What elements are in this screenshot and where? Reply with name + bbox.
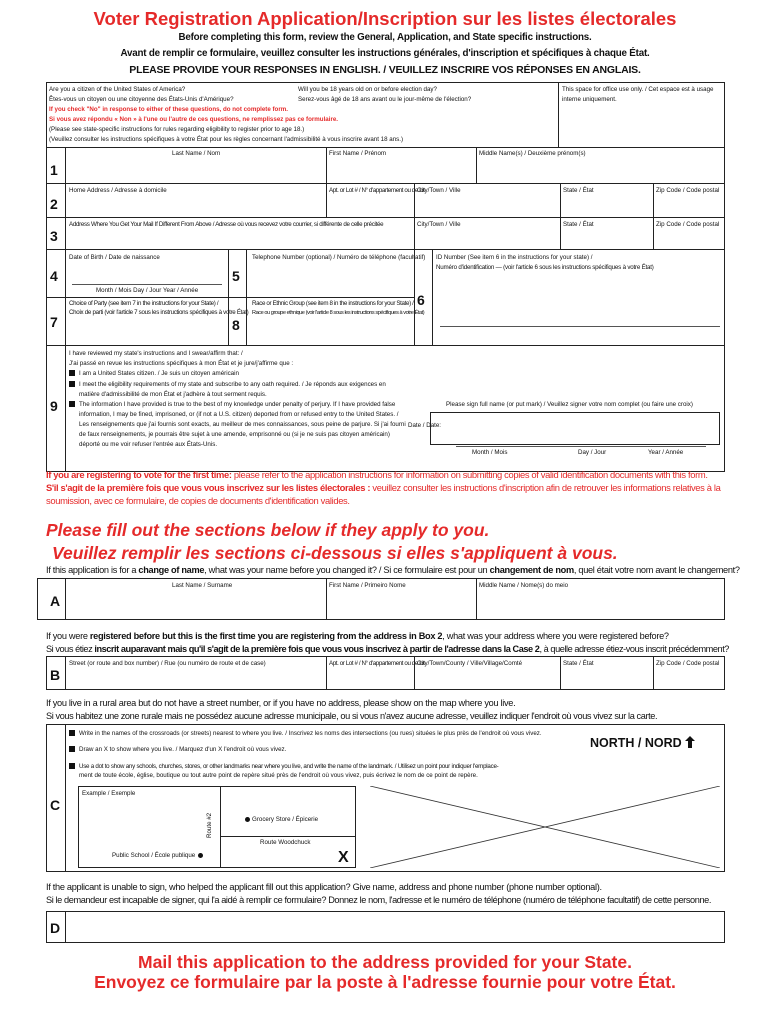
box-number-6: 6 [417,292,425,308]
oath-penalty-fr-3: déporté ou me voir refuser l'entrée aux États-Unis. [79,441,218,448]
instructions-line-fr: Avant de remplir ce formulaire, veuillez consulter les instructions générales, d'inscription et spécifiques à chaque État. [120,48,650,59]
row1-bottom [46,183,725,184]
map-instruction-1-text: Write in the names of the crossroads (or streets) nearest to where you live. / Inscrivez les noms des intersections (ou rues) situées le plus près de l'endroit où vous vivez. [79,730,542,737]
row3-bottom [46,249,725,250]
no-warning-fr: Si vous avez répondu « Non » à l'une ou l'autre de ces questions, ne remplissez pas ce formulaire. [49,116,339,123]
oath-penalty-fr: Les renseignements que j'ai fournis sont exacts, au meilleur de mes connaissances, sous peine de parjure. Si j'ai fourni [79,421,406,428]
state-label: State / État [563,187,594,194]
no-warning: If you check "No" in response to either of these questions, do not complete form. [49,106,288,113]
box-b-question-fr [46,643,729,655]
signature-date-label: Date / Date: [408,422,442,429]
mail-zip-label: Zip Code / Code postal [656,221,720,228]
box-number-5: 5 [232,268,240,284]
row3-divider-b [560,217,561,249]
prev-apt-label: Apt. or Lot # / N° d'appartement ou de lot [329,660,425,667]
dot-icon [245,817,250,822]
dob-line [72,284,222,285]
box-number-7: 7 [50,314,58,330]
oath-truth [69,401,395,409]
box-c-question-fr: Si vous habitez une zone rurale mais ne possédez aucune adresse municipale, ou si vous n'avez aucune adresse, veuillez indiquer l'endroit où vous vivez sur la carte. [46,711,658,721]
map-instruction-3 [69,763,498,771]
box-d-question-fr: Si le demandeur est incapable de signer, qui l'a aidé à remplir ce formulaire? Donnez le nom, l'adresse et le numéro de téléphone (numéro de téléphone facultatif) de cette personne. [46,895,712,905]
route-label: Route #2 [206,812,213,838]
signature-box[interactable] [430,412,720,445]
dob-format: Month / Mois Day / Jour Year / Année [96,287,199,294]
race-label: Race or Ethnic Group (see item 8 in the instructions for your State) / [252,300,414,307]
box-b-q2-bold: inscrit auparavant mais qu'il s'agit de la première fois que vous vous inscrivez à partir de l'adresse dans la Case 2 [94,644,540,654]
box-a-q-mid: , what was your name before you changed it? / Si ce formulaire est pour un [204,565,490,575]
bullet-square [69,401,75,407]
row8-num-divider [246,297,247,345]
oath-penalty: information, I may be fined, imprisoned, or (if not a U.S. citizen) deported from or refused entry to the United States. / [79,411,399,418]
crossroads-lines [370,786,720,868]
box-c-num-divider [65,724,66,872]
sections-heading-en: Please fill out the sections below if they apply to you. [46,520,490,540]
north-indicator [590,736,695,750]
row4-num-divider [65,249,66,297]
row1-top [46,147,725,148]
row1-num-divider [65,147,66,183]
grocery-label: Grocery Store / Épicerie [252,816,319,823]
user-map[interactable] [370,786,720,868]
bullet-square [69,370,75,376]
box-d[interactable] [46,911,725,943]
prev-state-label: State / État [563,660,594,667]
oath-intro: I have reviewed my state's instructions and I swear/affirm that: / [69,350,243,357]
age-question: Will you be 18 years old on or before election day? [298,86,437,93]
row1-divider-a [326,147,327,183]
box-b-divider-a [326,656,327,690]
prev-first-name-label: First Name / Primeiro Nome [329,582,406,589]
oath-eligibility-fr: matière d'admissibilité de mon État et j'adhère à tout serment requis. [79,391,267,398]
prev-city-label: City/Town/County / Ville/Village/Comté [417,660,523,667]
middle-name-label: Middle Name(s) / Deuxième prénom(s) [479,150,586,157]
grocery-landmark [245,816,318,824]
row3-divider-c [653,217,654,249]
row6-divider [414,249,415,345]
signature-label: Please sign full name (or put mark) / Veuillez signer votre nom complet (ou faire une croix) [446,401,693,408]
party-label: Choice of Party (see item 7 in the instructions for your State) / [69,300,219,307]
citizen-question: Are you a citizen of the United States of America? [49,86,186,93]
box-letter-d: D [50,920,61,936]
oath-citizen [69,370,239,378]
box-b-q2-end: , à quelle adresse étiez-vous inscrit précédemment? [539,644,729,654]
map-instruction-1 [69,730,542,738]
row7-bottom [46,345,725,346]
instructions-line-en: Before completing this form, review the General, Application, and State specific instructions. [178,32,592,43]
id-number-label: ID Number (See item 6 in the instructions for your state) / [436,254,593,261]
bullet-square [69,381,75,387]
row6-num-divider [432,249,433,345]
row2-num-divider [65,183,66,217]
box-number-1: 1 [50,162,58,178]
oath-truth-text: The information I have provided is true to the best of my knowledge under penalty of perjury. If I have provided false [79,401,396,408]
map-instruction-2 [69,746,286,754]
box-b-divider-d [653,656,654,690]
dot-icon [198,853,203,858]
bullet-square [69,763,75,769]
box-number-3: 3 [50,228,58,244]
arrow-up-icon [685,736,695,748]
last-name-label: Last Name / Nom [172,150,221,157]
first-name-label: First Name / Prénom [329,150,387,157]
row3-num-divider [65,217,66,249]
school-landmark [112,852,203,860]
map-road-horizontal [220,836,356,837]
date-month: Month / Mois [472,449,508,456]
box-a-q-end: , quel était votre nom avant le changement? [573,565,740,575]
first-time-rest-fr: veuillez consulter les instructions d'inscription afin de retrouver les informations relatives à la [370,482,721,493]
first-time-rest-fr-2: soumission, avec ce formulaire, de copies de documents d'identification valides. [46,495,350,506]
row7-num-divider [65,297,66,345]
box-a-q-bold2: changement de nom [489,565,574,575]
box-b-num-divider [65,656,66,690]
row2-divider-b [414,183,415,217]
oath-intro-fr: J'ai passé en revue les instructions spécifiques à mon État et je jure/j'affirme que : [69,360,294,367]
zip-label: Zip Code / Code postal [656,187,720,194]
office-use-label-2: interne uniquement. [562,96,617,103]
box-a-divider-a [326,578,327,620]
id-line [440,326,720,327]
woodchuck-label: Route Woodchuck [260,839,311,846]
box-b-q1-bold: registered before but this is the first time you are registering from the address in Box 2 [89,631,443,641]
date-year: Year / Année [648,449,684,456]
box-number-4: 4 [50,268,58,284]
form-title: Voter Registration Application/Inscription sur les listes électorales [93,8,677,29]
office-use-label: This space for office use only. / Cet espace est à usage [562,86,714,93]
footer-mail-fr: Envoyez ce formulaire par la poste à l'adresse fournie pour votre État. [94,972,676,992]
row4-bottom [46,297,414,298]
oath-penalty-fr-2: de faux renseignements, je pourrais être sujet à une amende, emprisonné ou (si je ne suis pas citoyen américain) [79,431,390,438]
row4-divider [228,249,229,297]
apt-label: Apt. or Lot # / N° d'appartement ou de lot [329,187,425,194]
sections-heading-fr: Veuillez remplir les sections ci-dessous si elles s'appliquent à vous. [52,543,618,563]
row3-divider-a [414,217,415,249]
box-letter-a: A [50,593,61,609]
row9-num-divider [65,345,66,472]
citizen-question-fr: Êtes-vous un citoyen ou une citoyenne des États-Unis d'Amérique? [49,96,234,103]
box-a-divider-b [476,578,477,620]
first-time-lead: If you are registering to vote for the first time: [46,469,232,480]
box-letter-c: C [50,797,61,813]
row7-divider [228,297,229,345]
box-d-num-divider [65,911,66,943]
language-notice: PLEASE PROVIDE YOUR RESPONSES IN ENGLISH. / VEUILLEZ INSCRIRE VOS RÉPONSES EN ANGLAIS. [129,64,641,76]
bullet-square [69,730,75,736]
date-line [456,446,706,447]
bullet-square [69,746,75,752]
map-instruction-2-text: Draw an X to show where you live. / Marquez d'un X l'endroit où vous vivez. [79,746,287,753]
row2-divider-a [326,183,327,217]
state-note: (Please see state-specific instructions for rules regarding eligibility to register prior to age 18.) [49,126,305,133]
id-number-label-fr: Numéro d'identification — (voir l'article 6 sous les instructions spécifiques à votre État) [436,264,654,271]
oath-eligibility [69,381,386,389]
x-mark: X [338,849,349,866]
map-road-vertical [220,786,221,868]
box-number-8: 8 [232,317,240,333]
city-label: City/Town / Ville [417,187,461,194]
home-address-label: Home Address / Adresse à domicile [69,187,167,194]
race-label-fr: Race ou groupe ethnique (voir l'article 8 sous les instructions spécifiques à votre État) [252,310,425,316]
office-divider [558,82,559,147]
example-label: Example / Exemple [82,790,136,797]
box-d-question: If the applicant is unable to sign, who helped the applicant fill out this application? Give name, address and phone number (phone number optional). [46,882,602,892]
box-number-9: 9 [50,398,58,414]
footer-mail-en: Mail this application to the address provided for your State. [138,952,632,972]
box-a-q-pre: If this application is for a [46,565,139,575]
prev-zip-label: Zip Code / Code postal [656,660,720,667]
prev-last-name-label: Last Name / Surname [172,582,233,589]
box-letter-b: B [50,667,61,683]
row5-num-divider [246,249,247,297]
mail-address-label: Address Where You Get Your Mail If Different From Above / Adresse où vous recevez votre courrier, si différente de celle précitée [69,221,384,228]
row2-bottom [46,217,725,218]
map-instruction-3-text: Use a dot to show any schools, churches, stores, or other landmarks near where you live, and write the name of the landmark. / Utilisez un point pour indiquer l'emplace- [79,763,499,770]
party-label-fr: Choix de parti (voir l'article 7 sous les instructions spécifiques à votre État) [69,309,249,316]
row2-divider-c [560,183,561,217]
state-note-fr: (Veuillez consulter les instructions spécifiques à votre État pour les règles concernant l'admissibilité à vous inscrire avant 18 ans.) [49,136,404,143]
box-b-divider-c [560,656,561,690]
row2-divider-d [653,183,654,217]
first-time-notice [46,468,736,507]
box-b-q2-pre: Si vous étiez [46,644,95,654]
dob-label: Date of Birth / Date de naissance [69,254,160,261]
phone-label: Telephone Number (optional) / Numéro de téléphone (facultatif) [252,254,426,261]
box-b-divider-b [414,656,415,690]
prev-street-label: Street (or route and box number) / Rue (ou numéro de route et de case) [69,660,266,667]
prev-middle-name-label: Middle Name / Nome(s) do meio [479,582,569,589]
box-b-q1-end: , what was your address where you were registered before? [442,631,669,641]
map-instruction-3b: ment de toute école, église, boutique ou tout autre point de repère situé près de l'endroit où vous vivez, puis écrivez le nom de ce point de repère. [79,772,478,779]
north-label: NORTH / NORD [590,736,682,750]
mail-state-label: State / État [563,221,594,228]
box-number-2: 2 [50,196,58,212]
school-label: Public School / École publique [112,852,196,859]
box-a-question [46,564,740,576]
age-question-fr: Serez-vous âgé de 18 ans avant ou le jour-même de l'élection? [298,96,472,103]
first-time-lead-fr: S'il s'agit de la première fois que vous vous inscrivez sur les listes électorales : [46,482,371,493]
row1-divider-b [476,147,477,183]
date-day: Day / Jour [578,449,607,456]
oath-eligibility-text: I meet the eligibility requirements of my state and subscribe to any oath required. / Je réponds aux exigences en [79,381,386,388]
box-b-question [46,630,669,642]
box-c-question: If you live in a rural area but do not have a street number, or if you have no address, please show on the map where you live. [46,698,516,708]
box-b-q1-pre: If you were [46,631,90,641]
first-time-rest: please refer to the application instructions for information on submitting copies of valid identification documents with this form. [231,469,708,480]
box-a-q-bold: change of name [138,565,205,575]
oath-citizen-text: I am a United States citizen. / Je suis un citoyen américain [79,370,239,377]
mail-city-label: City/Town / Ville [417,221,461,228]
box-a-num-divider [65,578,66,620]
